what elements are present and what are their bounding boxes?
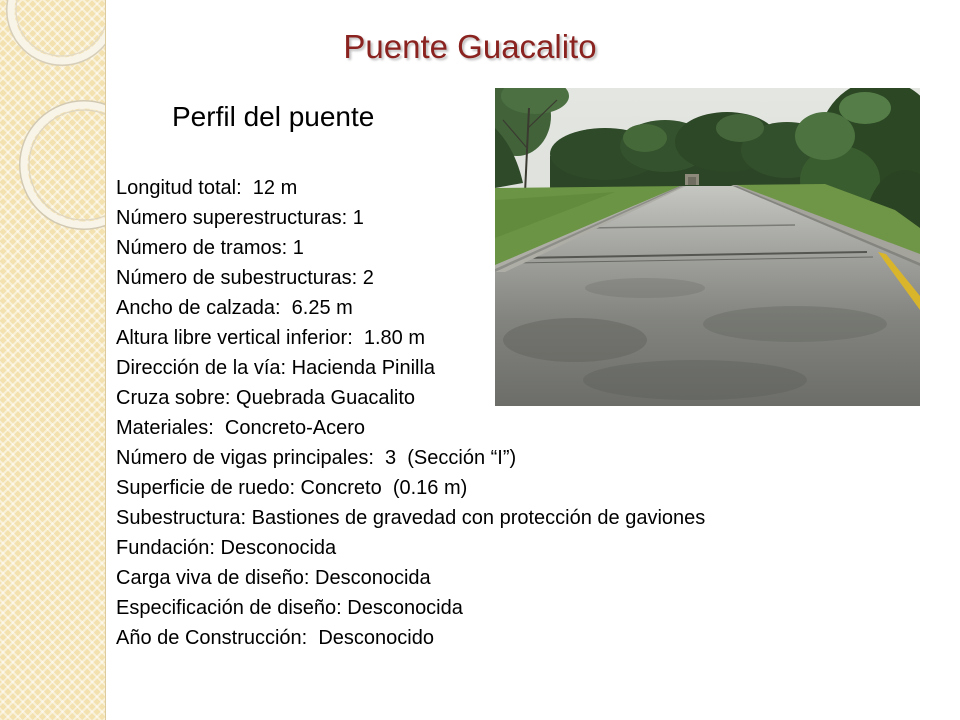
spec-subestructura: Subestructura: Bastiones de gravedad con protección de gaviones [116,507,706,529]
spec-superficie-ruedo: Superficie de ruedo: Concreto (0.16 m) [116,477,468,499]
decorative-side-strip [0,0,106,720]
spec-direccion-via: Dirección de la vía: Hacienda Pinilla [116,357,436,379]
spec-especificacion-diseno: Especificación de diseño: Desconocida [116,597,463,619]
spec-materiales: Materiales: Concreto-Acero [116,417,365,439]
spec-longitud-total: Longitud total: 12 m [116,177,298,199]
spec-numero-subestructuras: Número de subestructuras: 2 [116,267,374,289]
bridge-photo [495,88,920,406]
spec-cruza-sobre: Cruza sobre: Quebrada Guacalito [116,387,416,409]
spec-carga-viva: Carga viva de diseño: Desconocida [116,567,431,589]
spec-ano-construccion: Año de Construcción: Desconocido [116,627,434,649]
spec-numero-superestructuras: Número superestructuras: 1 [116,207,364,229]
spec-vigas-principales: Número de vigas principales: 3 (Sección “I”) [116,447,517,469]
slide-title: Puente Guacalito [343,28,597,65]
spec-altura-libre: Altura libre vertical inferior: 1.80 m [116,327,426,349]
spec-numero-tramos: Número de tramos: 1 [116,237,304,259]
slide-subtitle: Perfil del puente [172,101,375,132]
decorative-circles [0,0,105,260]
spec-ancho-calzada: Ancho de calzada: 6.25 m [116,297,353,319]
bridge-road-image [495,88,920,406]
spec-fundacion: Fundación: Desconocida [116,537,337,559]
